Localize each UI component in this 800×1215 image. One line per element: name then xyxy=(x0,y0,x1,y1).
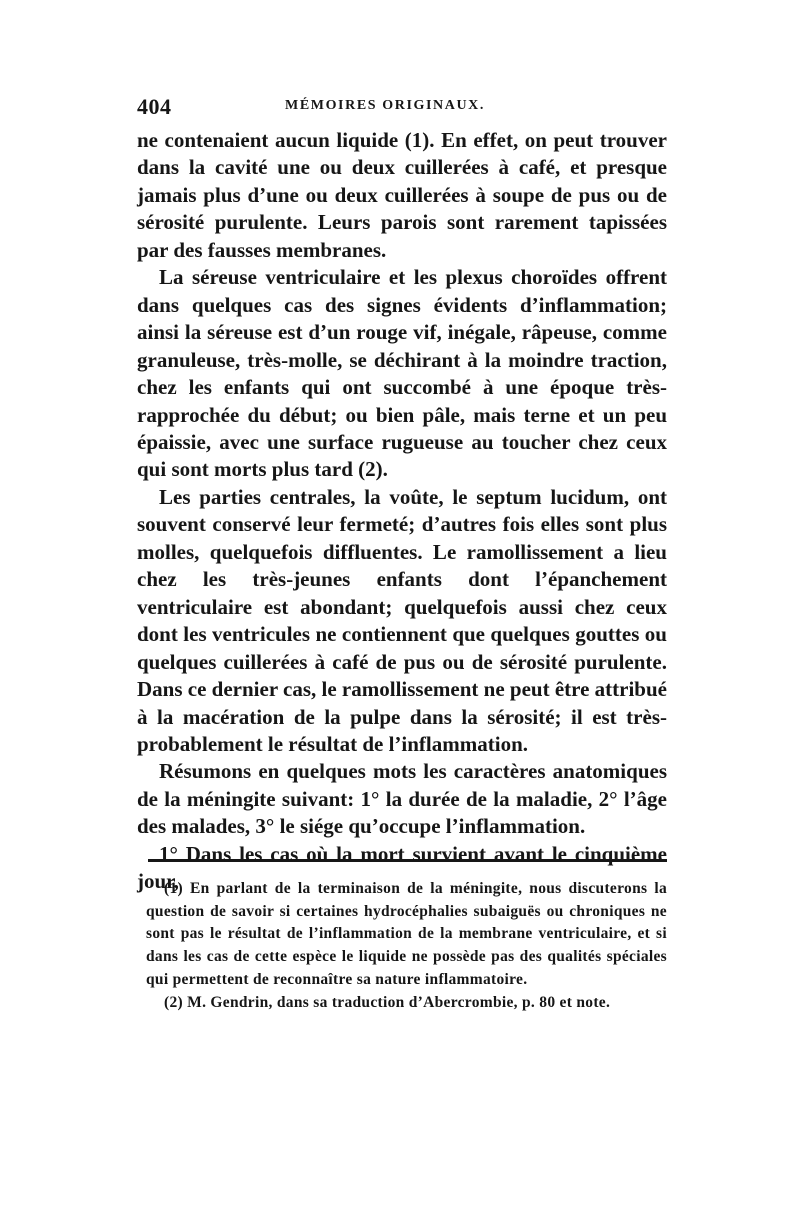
footnotes xyxy=(146,878,667,1014)
footnote-divider xyxy=(148,859,667,862)
page-number: 404 xyxy=(137,94,172,119)
paragraph-parties-centrales: Les parties centrales, la voûte, le septum lucidum, ont souvent conservé leur fermeté; d’autres fois elles sont plus molles, quelquefois diffluentes. Le ramollissement a lieu chez les très-jeunes enfants dont l’épanchement ventriculaire est abondant; quelquefois aussi chez ceux dont les ventricules ne contiennent que quelques gouttes ou quelques cuillerées à café de pus ou de sérosité purulente. Dans ce dernier cas, le ramollissement ne peut être attribué à la macération de la pulpe dans la sérosité; il est très-probablement le résultat de l’inflammation. xyxy=(137,484,667,756)
running-title: MÉMOIRES ORIGINAUX. xyxy=(285,98,485,113)
paragraph-cinquieme-jour: 1° Dans les cas où la mort survient avant le cinquième jour, xyxy=(137,841,667,894)
page-header xyxy=(137,94,667,124)
paragraph-sereuse: La séreuse ventriculaire et les plexus choroïdes offrent dans quelques cas des signes évidents d’inflammation; ainsi la séreuse est d’un rouge vif, inégale, râpeuse, comme granuleuse, très-molle, se déchirant à la moindre traction, chez les enfants qui ont succombé à une époque très-rapprochée du début; ou bien pâle, mais terne et un peu épaissie, avec une surface rugueuse au toucher chez ceux qui sont morts plus tard (2). xyxy=(137,265,667,482)
footnote-2: (2) M. Gendrin, dans sa traduction d’Abercrombie, p. 80 et note. xyxy=(164,993,611,1011)
paragraph-resume: Résumons en quelques mots les caractères anatomiques de la méningite suivant: 1° la durée de la maladie, 2° l’âge des malades, 3° le siége qu’occupe l’inflammation. xyxy=(137,759,667,839)
paragraph-continuation: ne contenaient aucun liquide (1). En effet, on peut trouver dans la cavité une ou deux cuillerées à café, et presque jamais plus d’une ou deux cuillerées à soupe de pus ou de sérosité purulente. Leurs parois sont rarement tapissées par des fausses membranes. xyxy=(137,128,667,262)
footnote-1: (1) En parlant de la terminaison de la méningite, nous discuterons la question de savoir si certaines hydrocéphalies subaiguës ou chroniques ne sont pas le résultat de l’inflammation de la membrane ventriculaire, et si dans les cas de cette espèce le liquide ne possède pas des qualités spéciales qui permettent de reconnaître sa nature inflammatoire. xyxy=(146,880,667,988)
body-text xyxy=(137,127,667,896)
